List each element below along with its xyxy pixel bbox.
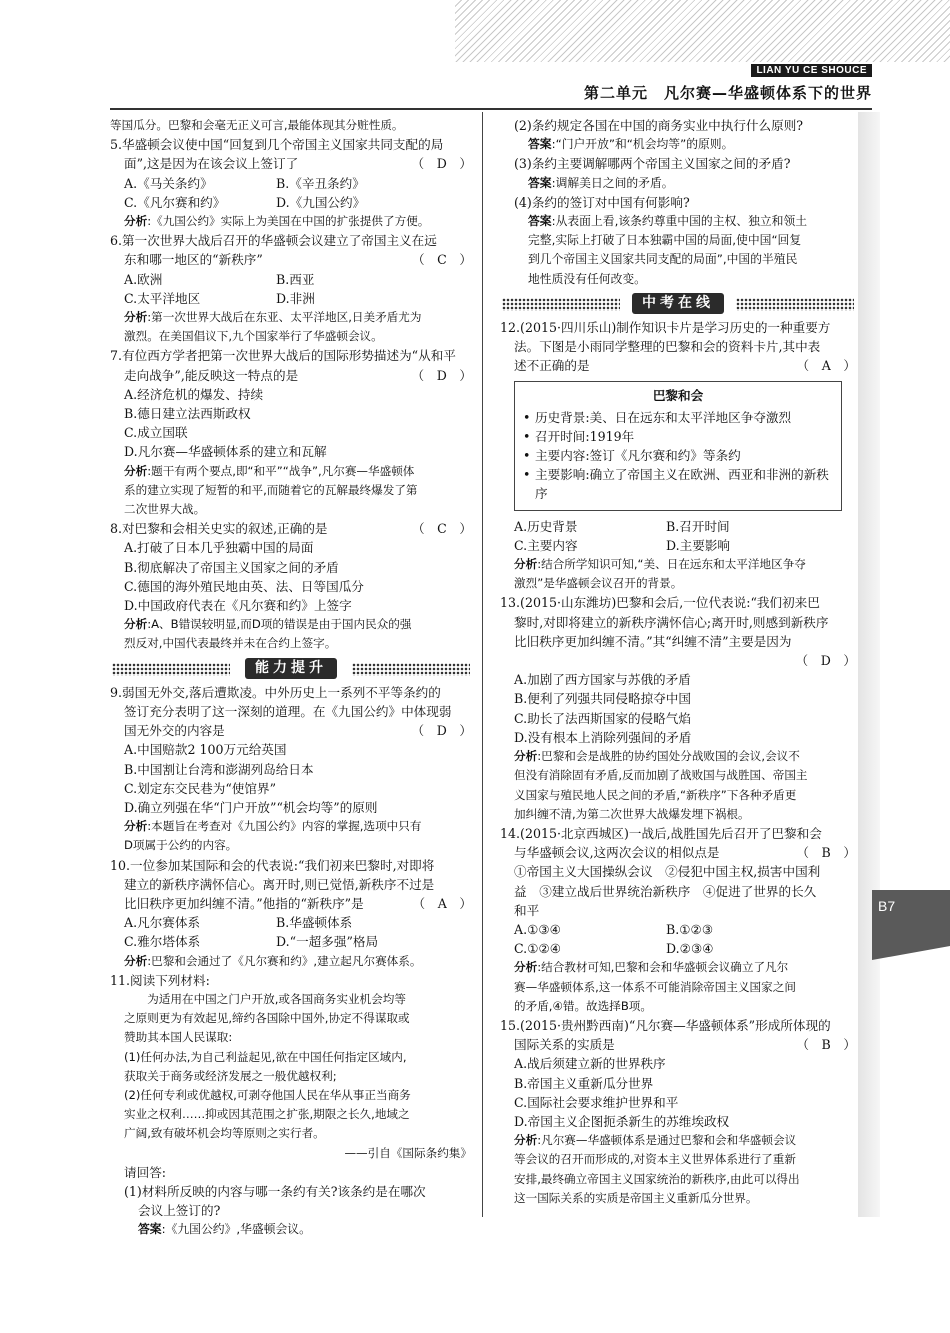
q11-stem: 11.阅读下列材料: <box>110 972 210 988</box>
q15-stem-cont: 国际关系的实质是 （ B ） <box>500 1035 856 1054</box>
question-15 <box>500 1016 856 1208</box>
question-8 <box>110 519 472 653</box>
material-line: 获取关于商务或经济发展之一般优越权利; <box>124 1068 337 1083</box>
q8-answer: （ C ） <box>411 521 472 537</box>
q13-option-b: B.便利了列强共同侵略掠夺中国 <box>514 691 691 707</box>
q11-sub4: (4)条约的签订对中国有何影响? <box>514 194 690 210</box>
question-9 <box>110 683 472 856</box>
q14-analysis-cont1: 赛—华盛顿体系,这一体系不可能消除帝国主义国家之间 <box>514 979 796 994</box>
q5-stem-cont: 面”,这是因为在该会议上签订了 （ D ） <box>110 154 472 173</box>
q9-analysis: 分析:本题旨在考查对《九国公约》内容的掌握,选项中只有 <box>124 819 422 834</box>
q8-option-b: B.彻底解决了帝国主义国家之间的矛盾 <box>124 559 339 575</box>
q7-option-c: C.成立国联 <box>124 425 188 441</box>
q10-answer: （ A ） <box>412 895 472 911</box>
q11-answer3: 答案:调解美日之间的矛盾。 <box>528 175 674 190</box>
q14-statements-cont2: 和平 <box>514 902 540 918</box>
q12-stem-cont2: 述不正确的是 （ A ） <box>500 356 856 375</box>
q11-sub3: (3)条约主要调解哪两个帝国主义国家之间的矛盾? <box>514 156 791 172</box>
banner-label: 中考在线 <box>632 293 724 314</box>
q8-option-c: C.德国的海外殖民地由英、法、日等国瓜分 <box>124 578 364 594</box>
q9-option-a: A.中国赔款2 100万元给英国 <box>124 742 287 758</box>
q10-stem: 10.一位参加某国际和会的代表说:“我们初来巴黎时,对即将 <box>110 857 435 873</box>
q8-analysis-cont: 烈反对,中国代表最终并未在合约上签字。 <box>124 636 337 651</box>
q8-stem: 8.对巴黎和会相关史实的叙述,正确的是 （ C ） <box>110 519 472 538</box>
q14-stem: 14.(2015·北京西城区)一战后,战胜国先后召开了巴黎和会 <box>500 825 822 841</box>
material-line: 为适用在中国之门户开放,或各国商务实业机会均等 <box>147 991 406 1006</box>
q6-analysis: 分析:第一次世界大战后在东亚、太平洋地区,日美矛盾尤为 <box>124 310 422 325</box>
card-item: • 主要影响:确立了帝国主义在欧洲、西亚和非洲的新秩序 <box>523 465 833 503</box>
header-rule <box>110 108 872 110</box>
q15-analysis-cont2: 安排,最终确立帝国主义国家统治的新秩序,由此可以得出 <box>514 1171 800 1186</box>
q13-stem: 13.(2015·山东潍坊)巴黎和会后,一位代表说:“我们初来巴 <box>500 595 820 611</box>
q14-analysis: 分析:结合教材可知,巴黎和会和华盛顿会议确立了凡尔 <box>514 960 789 975</box>
q5-analysis: 分析:《九国公约》实际上为美国在中国的扩张提供了方便。 <box>124 214 430 229</box>
q13-answer-line <box>500 651 856 670</box>
material-line: (1)任何办法,为自己利益起见,欲在中国任何指定区域内, <box>124 1049 407 1064</box>
banner-dots-left <box>502 298 620 311</box>
q7-stem: 7.有位西方学者把第一次世界大战后的国际形势描述为“从和平 <box>110 348 456 364</box>
banner-dots-right <box>736 298 854 311</box>
q6-answer: （ C ） <box>411 252 472 268</box>
q14-stem-cont: 与华盛顿会议,这两次会议的相似点是 （ B ） <box>500 843 856 862</box>
q11-answer4-cont3: 地性质没有任何改变。 <box>528 271 646 286</box>
card-item: • 召开时间:1919年 <box>523 427 833 446</box>
q9-stem-cont1: 签订充分表明了这一深刻的道理。在《九国公约》中体现弱 <box>124 703 452 719</box>
q14-options-ab: A.①③④ B.①②③ <box>514 921 714 937</box>
q6-analysis-cont: 激烈。在美国倡议下,九个国家举行了华盛顿会议。 <box>124 329 383 344</box>
q15-analysis: 分析:凡尔赛—华盛顿体系是通过巴黎和会和华盛顿会议 <box>514 1133 797 1148</box>
card-title: 巴黎和会 <box>652 388 704 404</box>
q8-option-d: D.中国政府代表在《凡尔赛和约》上签字 <box>124 598 352 614</box>
q11-answer4-cont1: 完整,实际上打破了日本独霸中国的局面,使中国“回复 <box>528 233 802 248</box>
q9-answer: （ D ） <box>411 723 472 739</box>
q11-answer2: 答案:“门户开放”和“机会均等”的原则。 <box>528 137 734 152</box>
q6-options-cd: C.太平洋地区 D.非洲 <box>124 290 315 306</box>
banner-dots-right <box>352 663 470 676</box>
q14-answer: （ B ） <box>796 845 856 861</box>
q15-option-b: B.帝国主义重新瓜分世界 <box>514 1075 654 1091</box>
q5-stem: 5.华盛顿会议使中国“回复到几个帝国主义国家共同支配的局 <box>110 137 444 153</box>
card-item: • 历史背景:美、日在远东和太平洋地区争夺激烈 <box>523 408 833 427</box>
q9-option-c: C.划定东交民巷为“使馆界” <box>124 780 277 796</box>
material-line: 之原则更为有效起见,缔约各国除中国外,协定不得谋取或 <box>124 1011 410 1026</box>
q13-analysis-cont1: 但没有消除固有矛盾,反而加剧了战败国与战胜国、帝国主 <box>514 768 808 783</box>
q9-analysis-cont: D项属于公约的内容。 <box>124 838 238 853</box>
left-column <box>110 116 472 1240</box>
q15-stem: 15.(2015·贵州黔西南)“凡尔赛—华盛顿体系”形成所体现的 <box>500 1017 831 1033</box>
q5-answer: （ D ） <box>411 156 472 172</box>
q7-option-a: A.经济危机的爆发、持续 <box>124 386 264 402</box>
q11-sub1: (1)材料所反映的内容与哪一条约有关?该条约是在哪次 <box>124 1183 426 1199</box>
question-7 <box>110 346 472 519</box>
q7-option-b: B.德日建立法西斯政权 <box>124 406 251 422</box>
question-10 <box>110 856 472 971</box>
q9-stem-cont2: 国无外交的内容是 （ D ） <box>110 721 472 740</box>
q15-answer: （ B ） <box>796 1037 856 1053</box>
q9-option-b: B.中国割让台湾和澎湖列岛给日本 <box>124 761 314 777</box>
q15-option-a: A.战后须建立新的世界秩序 <box>514 1056 666 1072</box>
q10-options-ab: A.凡尔赛体系 B.华盛顿体系 <box>124 915 353 931</box>
header-hatch-decoration <box>455 0 950 62</box>
question-6 <box>110 231 472 346</box>
question-14 <box>500 824 856 1016</box>
q7-stem-cont: 走向战争”,能反映这一特点的是 （ D ） <box>110 366 472 385</box>
q13-option-d: D.没有根本上消除列强间的矛盾 <box>514 729 692 745</box>
q13-analysis: 分析:巴黎和会是战胜的协约国处分战败国的会议,会议不 <box>514 749 800 764</box>
q12-analysis-cont: 激烈”是华盛顿会议召开的背景。 <box>514 576 683 591</box>
q11-material <box>110 990 472 1144</box>
section-banner-ability <box>110 659 472 679</box>
column-divider <box>482 112 483 1217</box>
q13-answer: （ D ） <box>795 653 856 669</box>
q11-source: ——引自《国际条约集》 <box>344 1145 472 1160</box>
q5-options-cd: C.《凡尔赛和约》 D.《九国公约》 <box>124 194 366 210</box>
q6-stem-cont: 东和哪一地区的“新秩序” （ C ） <box>110 250 472 269</box>
q10-options-cd: C.雅尔塔体系 D.“一超多强”格局 <box>124 934 379 950</box>
q13-stem-cont2: 比旧秩序更加纠缠不清。”其“纠缠不清”主要是因为 <box>514 633 792 649</box>
q13-analysis-cont3: 加纠缠不清,为第二次世界大战爆发埋下祸根。 <box>514 806 750 821</box>
q9-stem: 9.弱国无外交,落后遭欺凌。中外历史上一系列不平等条约的 <box>110 684 441 700</box>
banner-dots-left <box>112 663 230 676</box>
material-line: 实业之权利……抑或因其范围之扩张,期限之长久,地域之 <box>124 1107 410 1122</box>
series-label: LIAN YU CE SHOUCE <box>751 64 872 77</box>
unit-title: 第二单元 凡尔赛—华盛顿体系下的世界 <box>583 84 872 102</box>
q11-sub2: (2)条约规定各国在中国的商务实业中执行什么原则? <box>514 118 804 133</box>
section-banner-exam <box>500 294 856 314</box>
q13-stem-cont1: 黎时,对即将建立的新秩序满怀信心;离开时,则感到新秩序 <box>514 614 829 630</box>
q11-answer4-cont2: 到几个帝国主义国家共同支配的局面”,中国的半殖民 <box>528 252 798 267</box>
margin-band <box>858 112 880 1217</box>
q7-analysis-cont1: 系的建立实现了短暂的和平,而随着它的瓦解最终爆发了第 <box>124 482 418 497</box>
knowledge-card <box>514 381 842 510</box>
q13-option-c: C.助长了法西斯国家的侵略气焰 <box>514 710 691 726</box>
question-13 <box>500 593 856 823</box>
q11-answer4: 答案:从表面上看,该条约尊重中国的主权、独立和领土 <box>528 214 808 229</box>
q7-analysis-cont2: 二次世界大战。 <box>124 502 206 517</box>
question-12 <box>500 318 856 594</box>
q12-stem-cont1: 法。下图是小雨同学整理的巴黎和会的资料卡片,其中表 <box>514 339 821 355</box>
q7-analysis: 分析:题干有两个要点,即“和平”“战争”,凡尔赛—华盛顿体 <box>124 463 415 478</box>
continued-analysis: 等国瓜分。巴黎和会毫无正义可言,最能体现其分赃性质。 <box>110 118 404 132</box>
q8-analysis: 分析:A、B错误较明显,而D项的错误是由于国内民众的强 <box>124 617 412 632</box>
q15-option-c: C.国际社会要求维护世界和平 <box>514 1094 679 1110</box>
q14-statements-cont1: 益 ③建立战后世界统治新秩序 ④促进了世界的长久 <box>514 883 817 899</box>
material-line: (2)任何专利或优越权,可剥夺他国人民在华从事正当商务 <box>124 1087 411 1102</box>
q7-option-d: D.凡尔赛—华盛顿体系的建立和瓦解 <box>124 444 327 460</box>
question-11 <box>110 971 472 1240</box>
q15-analysis-cont3: 这一国际关系的实质是帝国主义重新瓜分世界。 <box>514 1190 758 1205</box>
q11-sub1-cont: 会议上签订的? <box>138 1203 221 1219</box>
q12-options-cd: C.主要内容 D.主要影响 <box>514 537 731 553</box>
q12-analysis: 分析:结合所学知识可知,“美、日在远东和太平洋地区争夺 <box>514 557 806 572</box>
q13-option-a: A.加剧了西方国家与苏俄的矛盾 <box>514 672 691 688</box>
q11-ask: 请回答: <box>124 1164 167 1180</box>
q14-statements: ①帝国主义大国操纵会议 ②侵犯中国主权,损害中国利 <box>514 864 821 880</box>
q12-answer: （ A ） <box>796 358 856 374</box>
question-5 <box>110 135 472 231</box>
q15-option-d: D.帝国主义企图扼杀新生的苏维埃政权 <box>514 1113 730 1129</box>
right-column <box>500 116 856 1208</box>
material-line: 广阔,致有破坏机会均等原则之实行者。 <box>124 1126 325 1141</box>
q8-option-a: A.打破了日本几乎独霸中国的局面 <box>124 540 314 556</box>
q15-analysis-cont1: 等会议的召开而形成的,对资本主义世界体系进行了重新 <box>514 1152 796 1167</box>
q6-options-ab: A.欧洲 B.西亚 <box>124 271 315 287</box>
q14-analysis-cont2: 的矛盾,④错。故选择B项。 <box>514 998 652 1013</box>
q10-analysis: 分析:巴黎和会通过了《凡尔赛和约》,建立起凡尔赛体系。 <box>124 953 422 968</box>
q11-answer1: 答案:《九国公约》,华盛顿会议。 <box>138 1222 311 1237</box>
q5-options-ab: A.《马关条约》 B.《辛丑条约》 <box>124 175 365 191</box>
q7-answer: （ D ） <box>411 367 472 383</box>
q9-option-d: D.确立列强在华“门户开放”“机会均等”的原则 <box>124 799 378 815</box>
q10-stem-cont2: 比旧秩序更加纠缠不清。”他指的“新秩序”是 （ A ） <box>110 894 472 913</box>
q12-stem: 12.(2015·四川乐山)制作知识卡片是学习历史的一种重要方 <box>500 319 831 335</box>
q12-options-ab: A.历史背景 B.召开时间 <box>514 518 730 534</box>
card-item: • 主要内容:签订《凡尔赛和约》等条约 <box>523 446 833 465</box>
q13-analysis-cont2: 义国家与殖民地人民之间的矛盾,“新秩序”下各种矛盾更 <box>514 787 797 802</box>
q10-stem-cont1: 建立的新秩序满怀信心。离开时,则已觉悟,新秩序不过是 <box>124 876 435 892</box>
q6-stem: 6.第一次世界大战后召开的华盛顿会议建立了帝国主义在远 <box>110 233 437 249</box>
page-number-tab: B7 <box>872 890 950 946</box>
q14-options-cd: C.①②④ D.②③④ <box>514 941 714 957</box>
material-line: 赞助其本国人民谋取: <box>124 1030 233 1045</box>
banner-label: 能力提升 <box>245 658 337 679</box>
